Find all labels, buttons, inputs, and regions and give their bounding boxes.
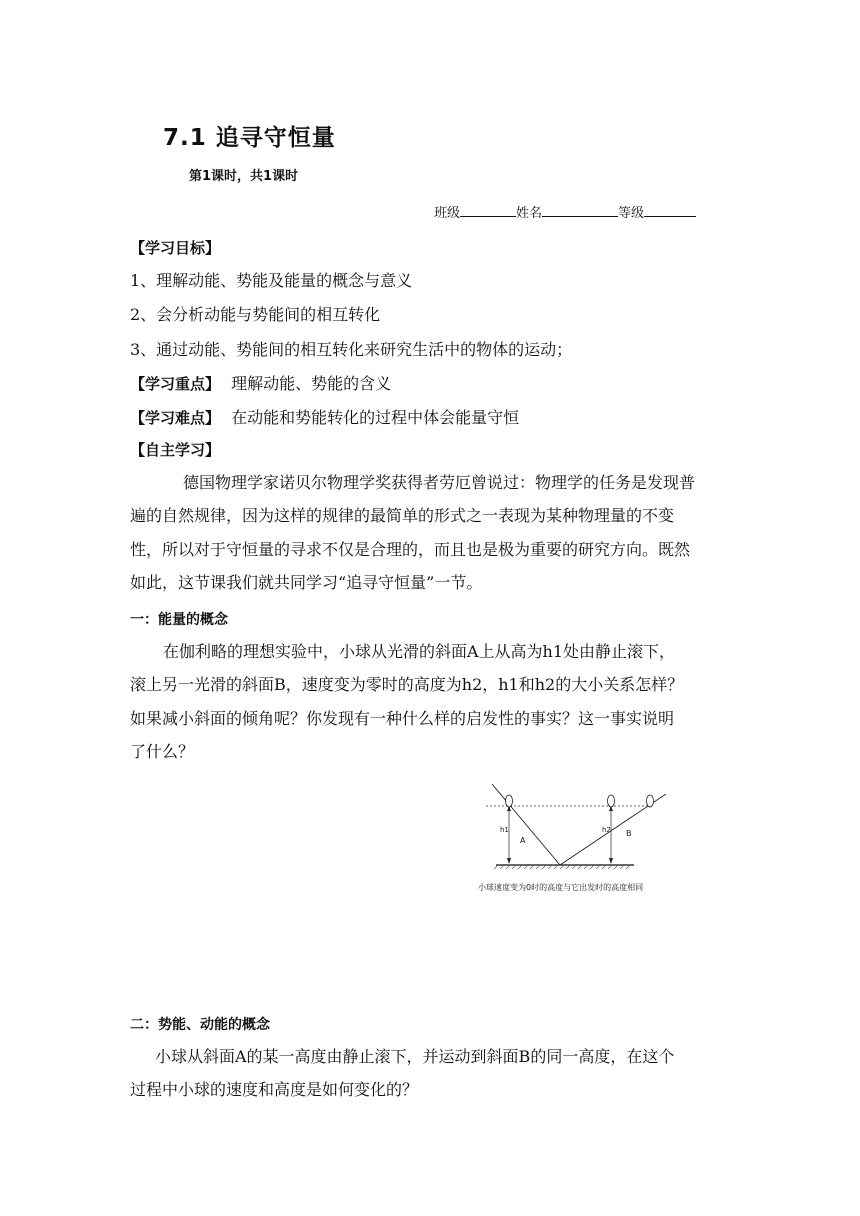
incline-a-label: A [520, 836, 526, 845]
class-label: 班级 [434, 206, 461, 221]
page-title: 7.1 追寻守恒量 [163, 125, 336, 151]
student-info-line [434, 202, 696, 221]
grade-blank [644, 204, 696, 217]
key-point-label: 【学习重点】 [130, 375, 221, 393]
name-blank [542, 204, 618, 217]
difficulty-text: 在动能和势能转化的过程中体会能量守恒 [231, 408, 520, 427]
objectives-heading: 【学习目标】 [130, 239, 221, 257]
objective-item: 3、通过动能、势能间的相互转化来研究生活中的物体的运动； [130, 340, 573, 359]
key-point-text: 理解动能、势能的含义 [231, 374, 392, 393]
galileo-incline-diagram [474, 780, 674, 900]
paragraph-line: 德国物理学家诺贝尔物理学奖获得者劳厄曾说过：物理学的任务是发现普 [183, 473, 696, 492]
paragraph-line: 了什么？ [130, 742, 195, 761]
objective-item: 1、理解动能、势能及能量的概念与意义 [130, 271, 413, 290]
class-blank [460, 204, 516, 217]
name-label: 姓名 [516, 206, 543, 221]
ball-end [608, 795, 615, 807]
ball-start [506, 795, 513, 807]
h2-label: h2 [602, 826, 611, 834]
paragraph-line: 在伽利略的理想实验中，小球从光滑的斜面A上从高为h1处由静止滚下， [163, 642, 676, 661]
key-point [130, 371, 391, 394]
grade-label: 等级 [618, 206, 645, 221]
self-study-heading: 【自主学习】 [130, 441, 221, 459]
paragraph-line: 如此，这节课我们就共同学习“追寻守恒量”一节。 [130, 573, 483, 592]
paragraph-line: 遍的自然规律，因为这样的规律的最简单的形式之一表现为某种物理量的不变 [130, 506, 675, 525]
incline-b-label: B [626, 829, 632, 838]
h1-label: h1 [500, 826, 509, 834]
paragraph-line: 如果减小斜面的倾角呢？你发现有一种什么样的启发性的事实？这一事实说明 [130, 709, 675, 728]
incline-a [492, 784, 560, 865]
lesson-subtitle: 第1课时，共1课时 [189, 169, 299, 184]
paragraph-line: 小球从斜面A的某一高度由静止滚下，并运动到斜面B的同一高度，在这个 [155, 1047, 675, 1066]
section1-heading: 一：能量的概念 [130, 612, 228, 628]
difficulty [130, 405, 519, 428]
objective-item: 2、会分析动能与势能间的相互转化 [130, 305, 381, 324]
diagram-caption: 小球速度变为0时的高度与它出发时的高度相同 [478, 883, 644, 892]
paragraph-line: 滚上另一光滑的斜面B，速度变为零时的高度为h2，h1和h2的大小关系怎样？ [130, 675, 684, 694]
ball-far [647, 795, 654, 807]
section2-heading: 二：势能、动能的概念 [130, 1017, 270, 1033]
paragraph-line: 性，所以对于守恒量的寻求不仅是合理的，而且也是极为重要的研究方向。既然 [130, 540, 691, 559]
difficulty-label: 【学习难点】 [130, 409, 221, 427]
paragraph-line: 过程中小球的速度和高度是如何变化的？ [130, 1080, 419, 1099]
